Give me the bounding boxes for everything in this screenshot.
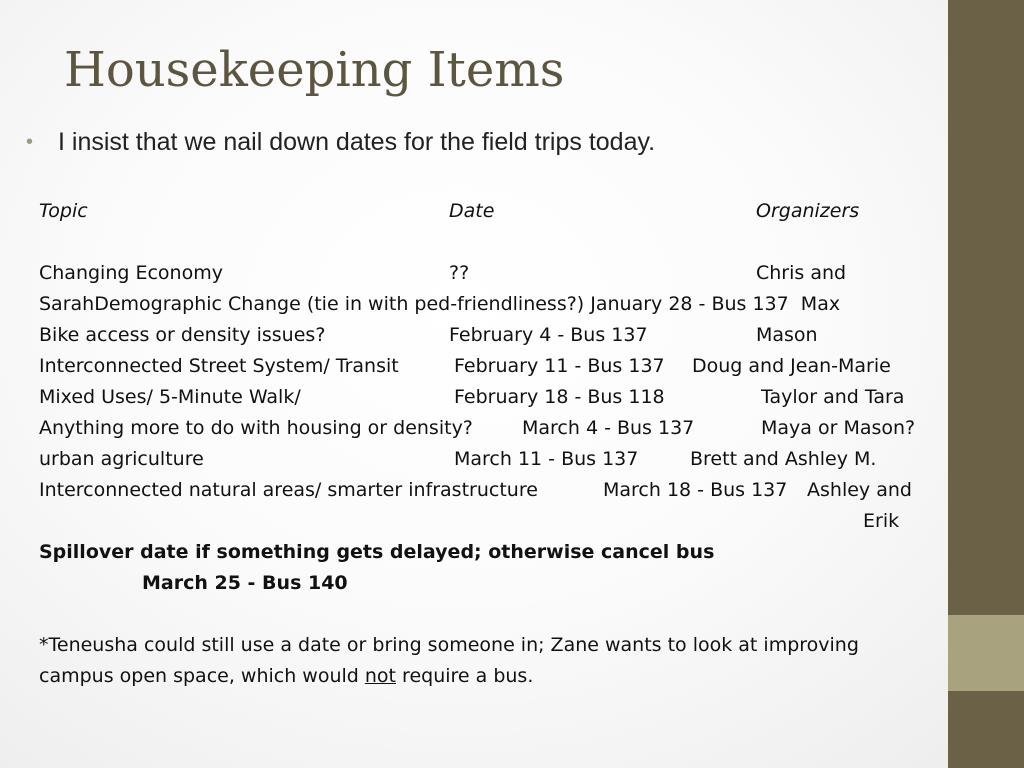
header-topic: Topic: [39, 200, 88, 222]
row-organizers: Mason: [756, 324, 818, 346]
row-topic: urban agriculture: [39, 448, 204, 470]
row-date: February 11 - Bus 137: [454, 355, 665, 377]
row-topic: Anything more to do with housing or density?: [39, 417, 473, 439]
schedule-row: [39, 258, 944, 289]
schedule-row: [39, 475, 944, 506]
row-topic: Interconnected Street System/ Transit: [39, 355, 399, 377]
row-organizers: Ashley and: [807, 479, 912, 501]
footnote-line-2: [39, 661, 944, 692]
bullet-dot-icon: •: [26, 131, 34, 153]
row-date: March 18 - Bus 137: [603, 479, 788, 501]
footnote-line-1: [39, 630, 944, 661]
spillover-date: March 25 - Bus 140: [142, 572, 348, 594]
schedule-header: [39, 196, 944, 227]
row-topic: Interconnected natural areas/ smarter infrastructure: [39, 479, 538, 501]
row-text: SarahDemographic Change (tie in with ped-friendliness?) January 28 - Bus 137 Max: [39, 293, 841, 315]
footnote-text-2: [39, 661, 533, 692]
row-organizers: Chris and: [756, 262, 847, 284]
footnote-text: *Teneusha could still use a date or bring someone in; Zane wants to look at improving: [39, 634, 859, 656]
schedule-row: [39, 506, 944, 537]
schedule-row: [39, 289, 944, 320]
field-trip-schedule: [39, 196, 944, 692]
row-organizers: Erik: [863, 510, 900, 532]
row-topic: Bike access or density issues?: [39, 324, 326, 346]
bullet-item: [26, 128, 655, 157]
schedule-row: [39, 320, 944, 351]
row-topic: Changing Economy: [39, 262, 223, 284]
row-organizers: Maya or Mason?: [761, 417, 916, 439]
row-date: ??: [449, 262, 470, 284]
row-date: March 4 - Bus 137: [522, 417, 695, 439]
schedule-row: [39, 413, 944, 444]
bullet-text: I insist that we nail down dates for the field trips today.: [58, 128, 656, 156]
header-organizers: Organizers: [756, 200, 860, 222]
blank-line: [39, 599, 944, 630]
schedule-row: [39, 382, 944, 413]
decorative-side-band-accent: [948, 615, 1024, 691]
schedule-row: [39, 351, 944, 382]
row-organizers: Doug and Jean-Marie: [692, 355, 891, 377]
footnote-text-pre: campus open space, which would: [39, 665, 365, 687]
row-topic: Mixed Uses/ 5-Minute Walk/: [39, 386, 301, 408]
row-date: February 4 - Bus 137: [449, 324, 648, 346]
row-organizers: Taylor and Tara: [761, 386, 905, 408]
spillover-text: Spillover date if something gets delayed; otherwise cancel bus: [39, 541, 715, 563]
row-organizers: Brett and Ashley M.: [690, 448, 877, 470]
spillover-date-line: [39, 568, 944, 599]
header-date: Date: [449, 200, 495, 222]
row-date: February 18 - Bus 118: [454, 386, 665, 408]
blank-line: [39, 227, 944, 258]
schedule-row: [39, 444, 944, 475]
row-date: March 11 - Bus 137: [454, 448, 639, 470]
spillover-note: [39, 537, 944, 568]
footnote-emphasis: not: [364, 665, 397, 687]
slide-title: Housekeeping Items: [64, 42, 565, 98]
footnote-text-post: require a bus.: [396, 665, 534, 687]
